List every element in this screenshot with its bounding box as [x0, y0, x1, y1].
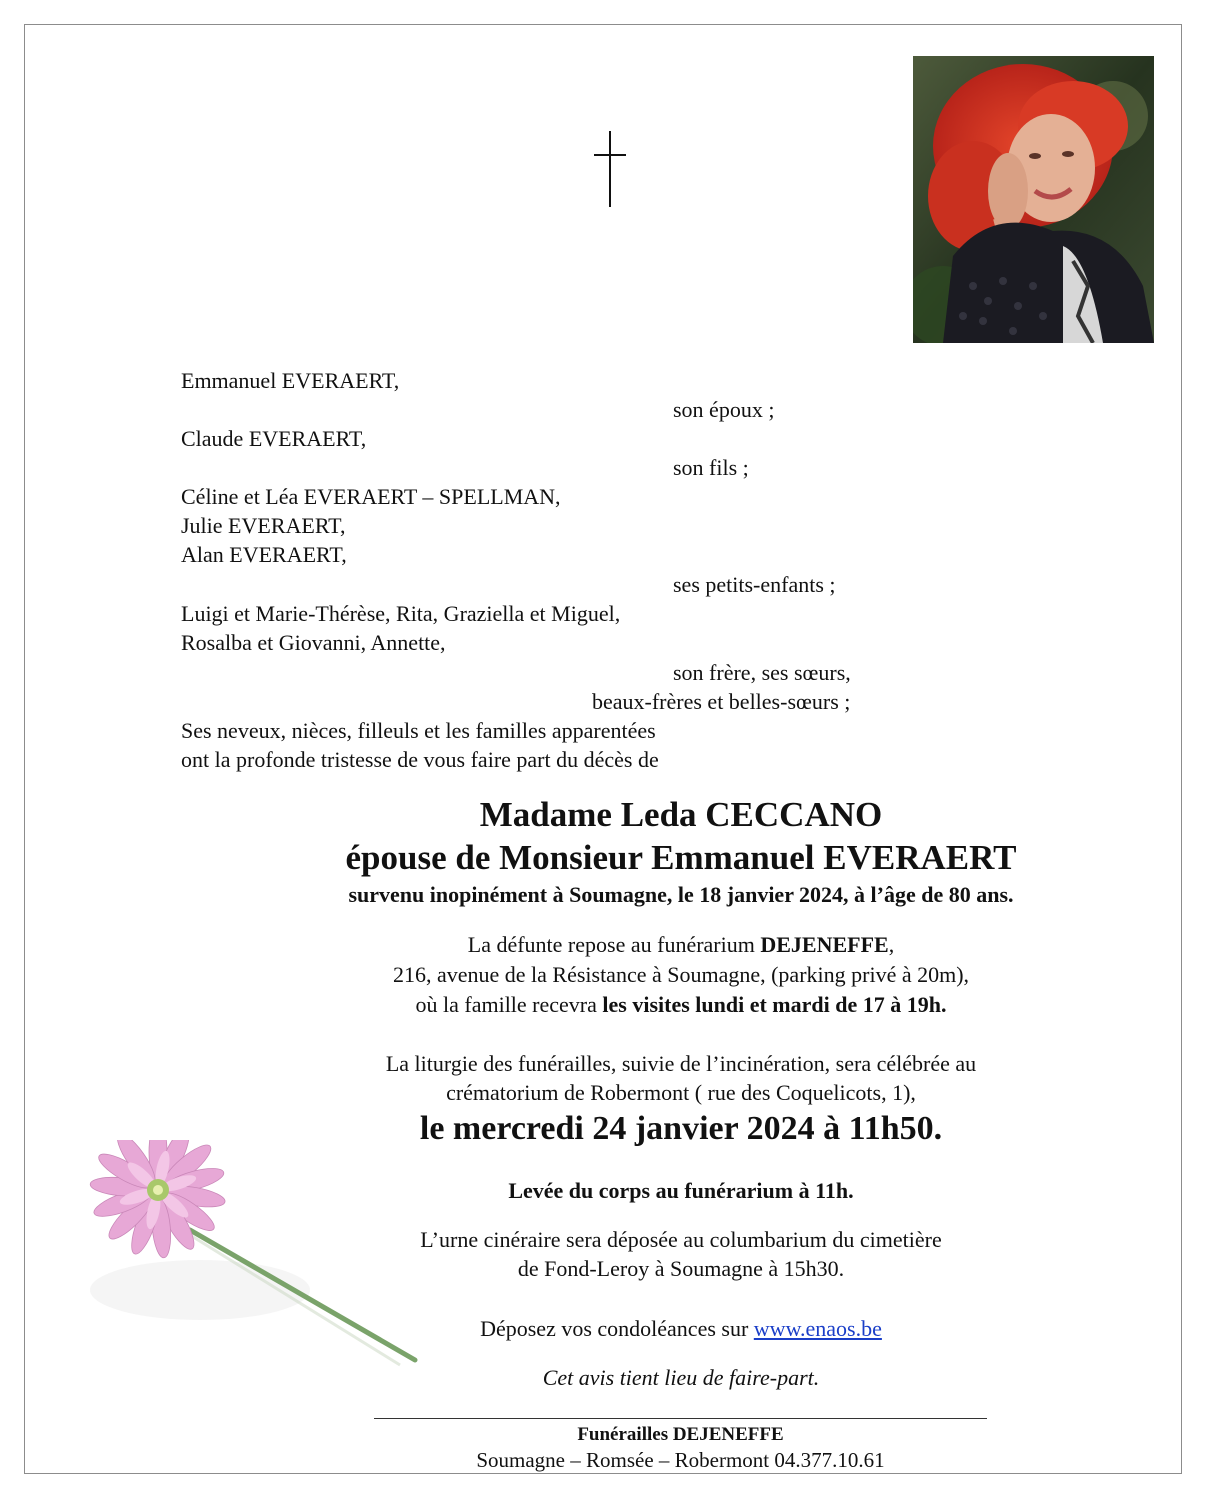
visitation-line-1	[180, 930, 1182, 959]
family-name-2: Claude EVERAERT,	[181, 426, 367, 451]
visitation-suffix: ,	[888, 932, 895, 957]
deceased-spouse: épouse de Monsieur Emmanuel EVERAERT	[345, 838, 1017, 877]
family-relation-4a: son frère, ses sœurs,	[673, 660, 851, 685]
family-name-4b: Rosalba et Giovanni, Annette,	[181, 630, 446, 655]
intro-line-2: ont la profonde tristesse de vous faire part du décès de	[181, 747, 659, 772]
deceased-death-line: survenu inopinément à Soumagne, le 18 janvier 2024, à l’âge de 80 ans.	[348, 882, 1014, 907]
urn-line-1: L’urne cinéraire sera déposée au columbarium du cimetière	[420, 1227, 942, 1252]
family-relation-1: son époux ;	[673, 397, 775, 422]
visitation-text: La défunte repose au funérarium	[467, 932, 761, 957]
ceremony-date: le mercredi 24 janvier 2024 à 11h50.	[419, 1110, 943, 1147]
family-relation-3: ses petits-enfants ;	[673, 572, 836, 597]
levee-line: Levée du corps au funérarium à 11h.	[508, 1178, 854, 1203]
footer-address: Soumagne – Romsée – Robermont 04.377.10.61	[476, 1448, 885, 1472]
intro-line-1: Ses neveux, nièces, filleuls et les familles apparentées	[181, 718, 656, 743]
family-name-3b: Julie EVERAERT,	[181, 513, 346, 538]
ceremony-line-2: crématorium de Robermont ( rue des Coquelicots, 1),	[446, 1080, 916, 1105]
footer-divider	[374, 1418, 987, 1419]
visiting-hours: les visites lundi et mardi de 17 à 19h.	[602, 992, 947, 1017]
family-name-1: Emmanuel EVERAERT,	[181, 368, 400, 393]
notice-text: Cet avis tient lieu de faire-part.	[542, 1365, 820, 1390]
family-relation-2: son fils ;	[673, 455, 749, 480]
visitation-line-3	[180, 990, 1182, 1019]
ceremony-line-1: La liturgie des funérailles, suivie de l’incinération, sera célébrée au	[385, 1051, 977, 1076]
deceased-name: Madame Leda CECCANO	[479, 795, 883, 834]
funeral-home-name: DEJENEFFE	[760, 932, 889, 957]
family-name-4a: Luigi et Marie-Thérèse, Rita, Graziella et Miguel,	[181, 601, 621, 626]
visitation-prefix: où la famille recevra	[415, 992, 603, 1017]
urn-line-2: de Fond-Leroy à Soumagne à 15h30.	[517, 1256, 845, 1281]
portrait-photo	[913, 56, 1154, 343]
visitation-line-2: 216, avenue de la Résistance à Soumagne, (parking privé à 20m),	[392, 962, 970, 987]
cross-icon	[592, 131, 628, 207]
condolences-link[interactable]: www.enaos.be	[753, 1316, 882, 1341]
flower-image	[80, 1140, 440, 1380]
footer-company: Funérailles DEJENEFFE	[577, 1424, 784, 1445]
condolences-text: Déposez vos condoléances sur	[480, 1316, 754, 1341]
family-relation-4b: beaux-frères et belles-sœurs ;	[592, 689, 851, 714]
family-name-3c: Alan EVERAERT,	[181, 542, 347, 567]
family-name-3a: Céline et Léa EVERAERT – SPELLMAN,	[181, 484, 561, 509]
